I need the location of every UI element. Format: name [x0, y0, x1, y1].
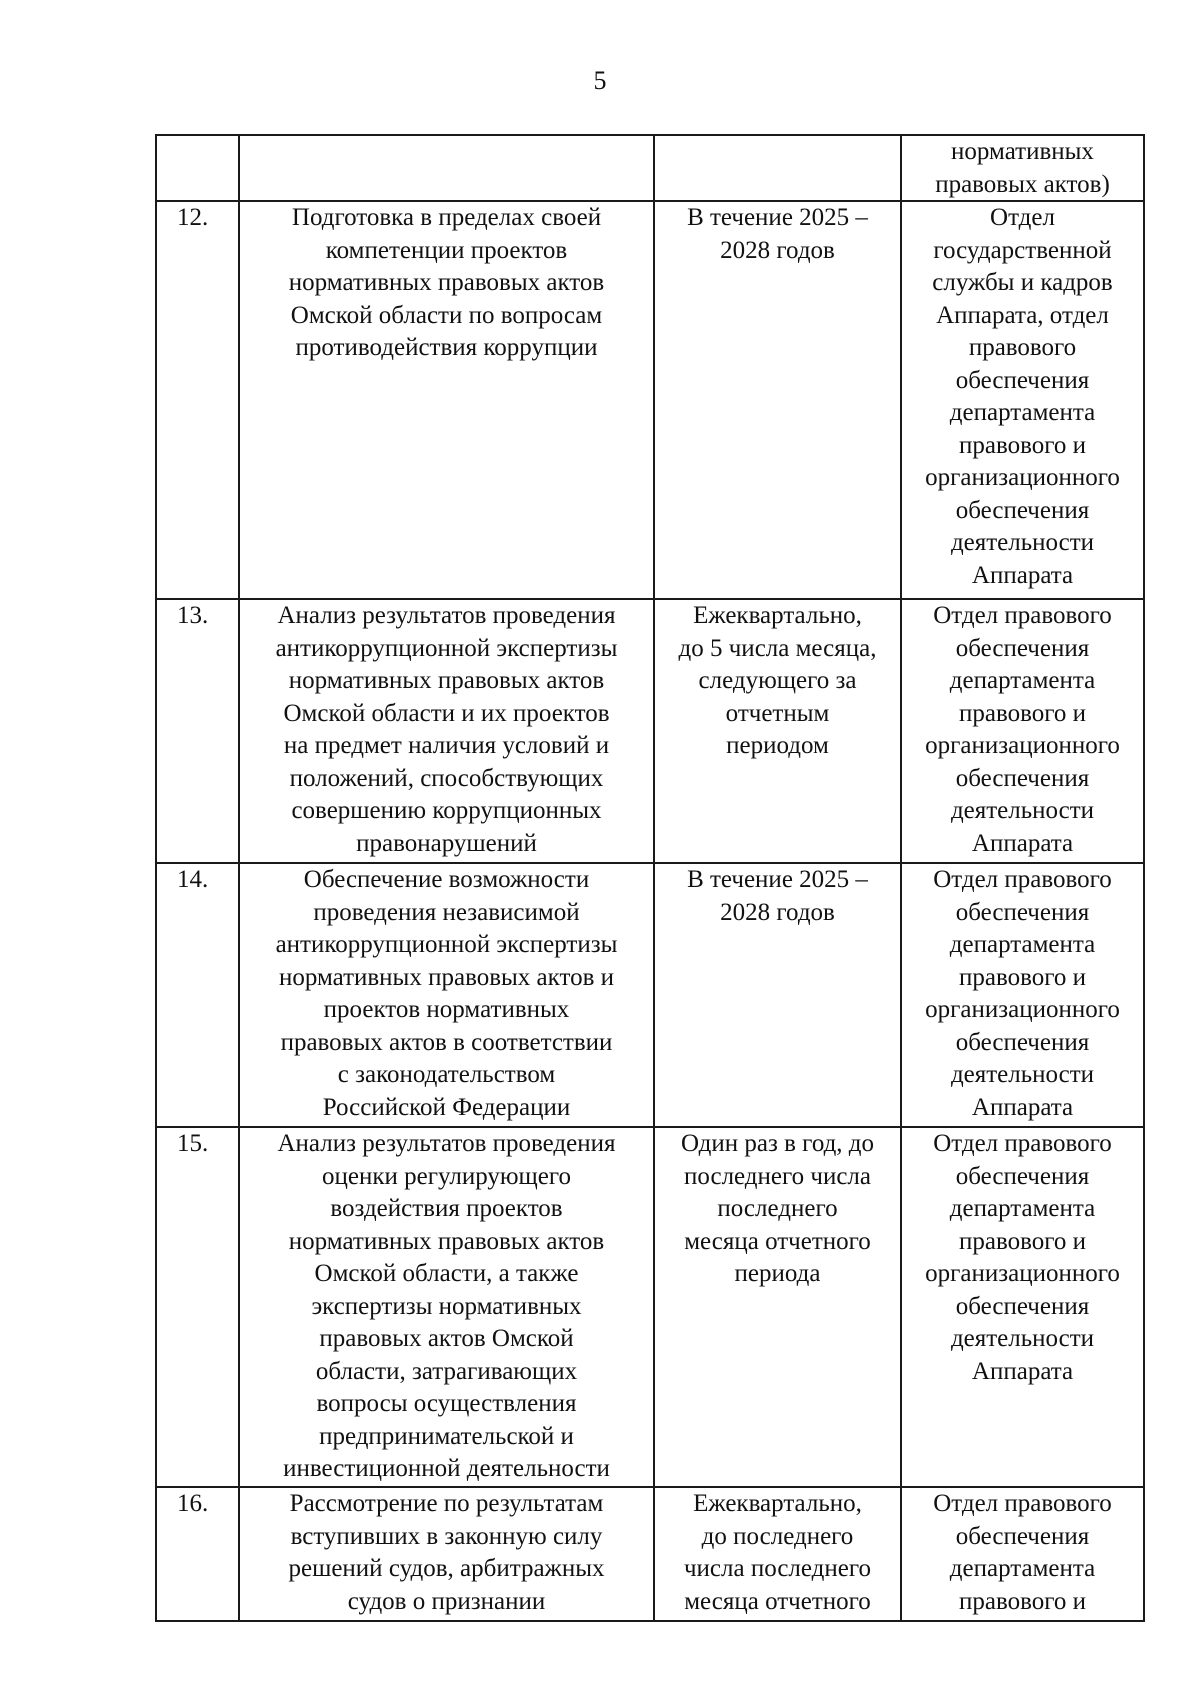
activity-cell: Рассмотрение по результатам вступивших в законную силу решений судов, арбитражных судов о признании — [238, 1486, 653, 1622]
page-number: 5 — [593, 66, 607, 95]
responsible-cell: Отдел государственной службы и кадров Аппарата, отдел правового обеспечения департамента правового и организационного обеспечения деятельности Аппарата — [900, 200, 1145, 598]
row-number: 13. — [155, 598, 238, 862]
responsible-cell: Отдел правового обеспечения департамента правового и организационного обеспечения деятельности Аппарата — [900, 862, 1145, 1126]
activity-cell — [238, 134, 653, 200]
row-number: 15. — [155, 1126, 238, 1486]
row-number: 12. — [155, 200, 238, 598]
activity-cell: Анализ результатов проведения антикоррупционной экспертизы нормативных правовых актов Омской области и их проектов на предмет наличия условий и положений, способствующих совершению коррупционных правонарушений — [238, 598, 653, 862]
deadline-cell: Один раз в год, до последнего числа последнего месяца отчетного периода — [653, 1126, 900, 1486]
activity-cell: Анализ результатов проведения оценки регулирующего воздействия проектов нормативных правовых актов Омской области, а также экспертизы нормативных правовых актов Омской области, затрагивающих вопросы осуществления предпринимательской и инвестиционной деятельности — [238, 1126, 653, 1486]
activity-cell: Обеспечение возможности проведения независимой антикоррупционной экспертизы нормативных правовых актов и проектов нормативных правовых актов в соответствии с законодательством Российской Федерации — [238, 862, 653, 1126]
responsible-cell: Отдел правового обеспечения департамента правового и — [900, 1486, 1145, 1622]
deadline-cell: В течение 2025 – 2028 годов — [653, 200, 900, 598]
responsible-cell: Отдел правового обеспечения департамента правового и организационного обеспечения деятельности Аппарата — [900, 598, 1145, 862]
row-number: 16. — [155, 1486, 238, 1622]
deadline-cell: В течение 2025 – 2028 годов — [653, 862, 900, 1126]
responsible-cell: нормативных правовых актов) — [900, 134, 1145, 200]
row-number: 14. — [155, 862, 238, 1126]
deadline-cell: Ежеквартально, до последнего числа последнего месяца отчетного — [653, 1486, 900, 1622]
number-cell — [155, 134, 238, 200]
responsible-cell: Отдел правового обеспечения департамента правового и организационного обеспечения деятельности Аппарата — [900, 1126, 1145, 1486]
activity-cell: Подготовка в пределах своей компетенции проектов нормативных правовых актов Омской области по вопросам противодействия коррупции — [238, 200, 653, 598]
deadline-cell: Ежеквартально, до 5 числа месяца, следующего за отчетным периодом — [653, 598, 900, 862]
deadline-cell — [653, 134, 900, 200]
